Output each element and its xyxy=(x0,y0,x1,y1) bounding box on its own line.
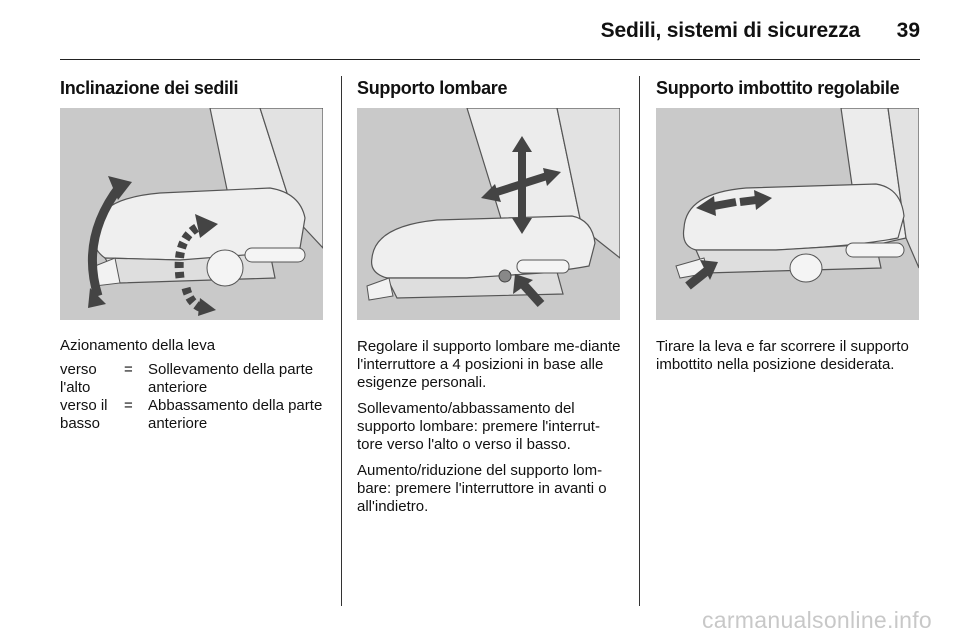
section-heading: Inclinazione dei sedili xyxy=(60,78,239,98)
definition-description: Sollevamento della parte anteriore xyxy=(148,361,314,396)
column-seat-tilt xyxy=(60,76,324,433)
paragraph: Regolare il supporto lombare me-diante l'interruttore a 4 posizioni in base alle esigenze personali. xyxy=(357,338,621,391)
watermark: carmanualsonline.info xyxy=(701,607,932,633)
column-lumbar-support xyxy=(357,76,623,524)
definition-description: Abbassamento della parte anteriore xyxy=(148,397,323,432)
column-divider xyxy=(639,76,640,606)
page-number: 39 xyxy=(896,19,920,42)
paragraph: Aumento/riduzione del supporto lom-bare: premere l'interruttore in avanti o all'indietro. xyxy=(357,462,607,515)
column-divider xyxy=(341,76,342,606)
paragraph: Tirare la leva e far scorrere il supporto imbottito nella posizione desiderata. xyxy=(656,338,909,373)
equals-sign: = xyxy=(124,397,133,414)
column-adjustable-cushion xyxy=(656,76,922,382)
cushion-illustration xyxy=(656,108,919,320)
header-rule xyxy=(60,59,920,60)
equals-sign: = xyxy=(124,361,133,378)
section-heading: Supporto imbottito regolabile xyxy=(656,78,900,98)
definition-row xyxy=(60,361,324,397)
lumbar-support-illustration xyxy=(357,108,620,320)
paragraph: Sollevamento/abbassamento del supporto lombare: premere l'interrut-tore verso l'alto o verso il basso. xyxy=(357,400,600,453)
definition-term: verso il basso xyxy=(60,397,108,432)
definition-row xyxy=(60,397,324,433)
page-title: Sedili, sistemi di sicurezza xyxy=(600,19,860,42)
seat-tilt-illustration xyxy=(60,108,323,320)
section-heading: Supporto lombare xyxy=(357,78,508,98)
definition-term: verso l'alto xyxy=(60,361,97,396)
figure-caption: Azionamento della leva xyxy=(60,337,216,354)
